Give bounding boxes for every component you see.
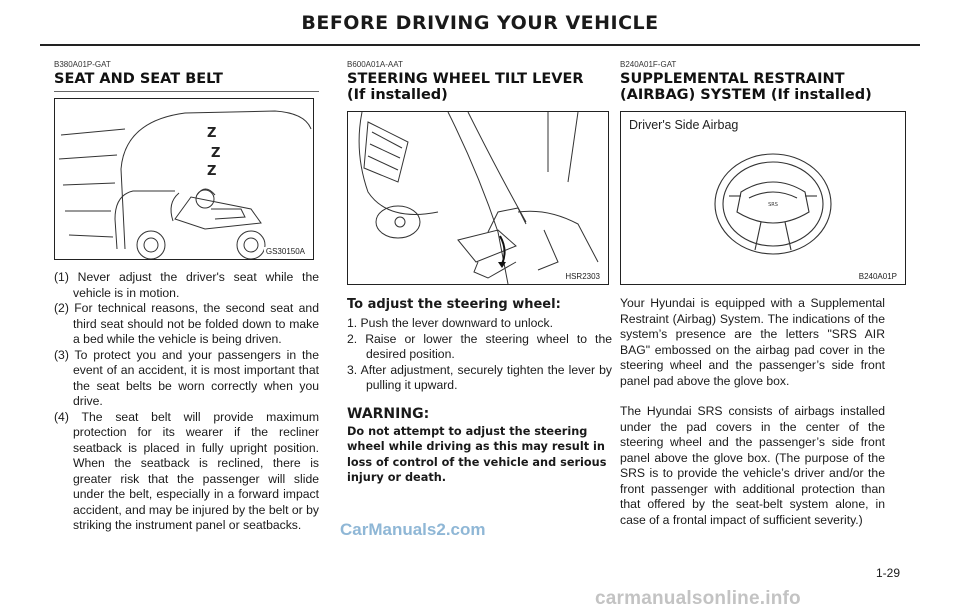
- section-title-line1: STEERING WHEEL TILT LEVER: [347, 71, 584, 87]
- figure-code: HSR2303: [565, 272, 600, 281]
- warning-title: WARNING:: [347, 405, 430, 422]
- svg-text:Z: Z: [211, 146, 221, 161]
- airbag-paragraph-2: The Hyundai SRS consists of airbags installed under the pad covers in the center of the steering wheel and the passenger’s side front panel above the glove box. (The purpose of the SRS is to provide the vehicle’s driver and/or the front passenger with additional protection than that offered by the seat-belt system alone, in case of a frontal impact of sufficient severity.): [620, 404, 885, 527]
- list-item: 3. After adjustment, securely tighten the lever by pulling it upward.: [347, 362, 612, 392]
- figure-sleeping-passenger: [54, 98, 314, 260]
- seat-belt-list: [54, 270, 319, 534]
- warning-text: Do not attempt to adjust the steering wheel while driving as this may result in loss of control of the vehicle and serious injury or death.: [347, 424, 607, 484]
- tilt-lever-illustration: [348, 112, 608, 284]
- figure-airbag: [620, 111, 906, 285]
- section-title: SEAT AND SEAT BELT: [54, 71, 319, 92]
- section-title-line2: (If installed): [347, 87, 448, 103]
- section-tilt-lever: [347, 60, 612, 486]
- svg-text:Z: Z: [207, 164, 217, 179]
- airbag-paragraph-1: Your Hyundai is equipped with a Supplemental Restraint (Airbag) System. The indications of the system’s presence are the letters "SRS AIR BAG" embossed on the airbag pad cover in the steering wheel and the passenger’s side front panel pad above the glove box.: [620, 296, 885, 388]
- list-item: 1. Push the lever downward to unlock.: [347, 316, 553, 330]
- section-code: B380A01P-GAT: [54, 60, 111, 69]
- list-item: (1) Never adjust the driver's seat while the vehicle is in motion.: [54, 270, 319, 300]
- page-number: 1-29: [876, 566, 901, 580]
- svg-text:Z: Z: [207, 126, 217, 141]
- figure-caption: Driver's Side Airbag: [629, 118, 739, 132]
- list-item: (3) To protect you and your passengers in the event of an accident, it is most important that the seat belts be worn correctly when you drive.: [54, 347, 319, 408]
- section-seat-belt: [54, 60, 319, 534]
- list-item: (2) For technical reasons, the second seat and third seat should not be folded down to make a bed while the vehicle is being driven.: [54, 301, 319, 346]
- steering-wheel-illustration: [621, 112, 905, 284]
- section-title-line1: SUPPLEMENTAL RESTRAINT: [620, 71, 845, 87]
- figure-code: B240A01P: [858, 272, 897, 281]
- adjust-steps: [347, 316, 612, 394]
- page-header: BEFORE DRIVING YOUR VEHICLE: [301, 12, 659, 34]
- subheading: To adjust the steering wheel:: [347, 297, 561, 312]
- list-item: (4) The seat belt will provide maximum protection for its wearer if the recliner seatback is placed in fully upright position. When the seatback is reclined, there is greater risk that the passenger will slide under the belt, especially in a forward impact accident, and may be injured by the belt or by striking the instrument panel or seatbacks.: [54, 409, 319, 532]
- van-illustration: [55, 99, 313, 259]
- header-rule: [40, 44, 920, 46]
- section-airbag: [620, 60, 897, 528]
- figure-code: GS30150A: [265, 247, 305, 256]
- footer-watermark: carmanualsonline.info: [595, 588, 801, 609]
- section-title-line2: (AIRBAG) SYSTEM (If installed): [620, 87, 872, 103]
- section-code: B600A01A-AAT: [347, 60, 403, 69]
- watermark-link[interactable]: CarManuals2.com: [340, 520, 486, 539]
- srs-label: SRS: [768, 202, 778, 208]
- list-item: 2. Raise or lower the steering wheel to the desired position.: [347, 331, 612, 361]
- section-code: B240A01F-GAT: [620, 60, 677, 69]
- figure-tilt-lever: [347, 111, 609, 285]
